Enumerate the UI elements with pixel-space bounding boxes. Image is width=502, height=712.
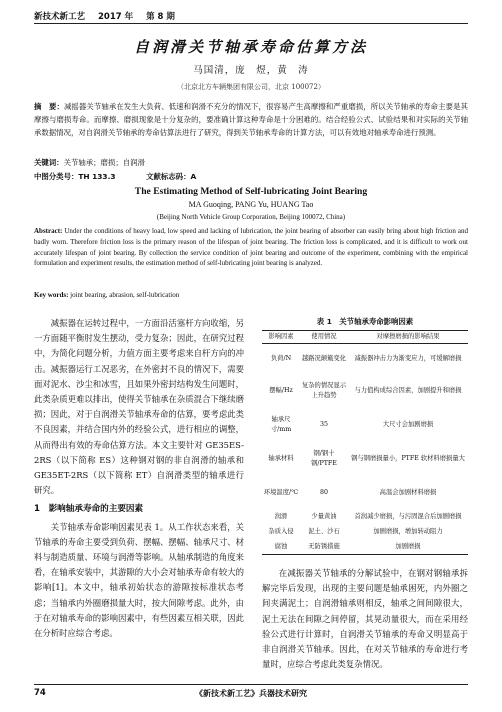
authors-en: MA Guoqing, PANG Yu, HUANG Tao xyxy=(188,200,314,209)
table-cell: 越路况颠簸变化 xyxy=(301,355,347,362)
article-title-cn: 自润滑关节轴承寿命估算方法 xyxy=(133,38,368,56)
table-cell: 少量黄油 xyxy=(311,513,337,521)
body-paragraph: 减振器在运转过程中，一方面沿活塞杆方向收缩，另一方面随平衡肘发生摆动，受力复杂；因此，在研究过程中，为简化问题分析，力值方面主要考虑来自杆方向的冲击。减振器运行工况恶劣，在外密封不良的情况下，需要面对泥水、沙尘和冰雪，且如果外密封结构发生问题时，此类杂质更难以排出，使得关节轴承在杂质混合下继续磨损；因此，对于自润滑关节轴承寿命的估算，要考虑此类不良因素，并结合国内外的经验公式，进行相应的调整，从而得出有效的寿命估算方法。本文主要针对 GE35ES-2RS（以下简称 ES）这种钢对钢的非自润滑的轴承和 GE35ET-2RS（以下简称 ET）自润滑类型的轴承进行研究。 xyxy=(34,318,244,496)
abstract-cn-text: 减摇器关节轴承在发生大负荷、低速和润滑不充分的情况下，很容易产生高摩擦和严重磨损，所以关节轴承的寿命主要是其摩擦与磨损寿命。而摩擦、磨损现象是十分复杂的，要准确计算这种寿命是十分困难的。结合经验公式、试验结果和对实际的关节轴承数据情况，对自润滑关节轴承的寿命估算法进行了研究，得到关节轴承寿命的计算方法，可以有效地对轴承寿命进行预测。 xyxy=(34,102,468,137)
table-cell: 杂质入侵 xyxy=(268,528,294,536)
table-cell: 泥土、沙石 xyxy=(308,528,340,536)
table-cell: 大尺寸会加剧磨损 xyxy=(382,420,434,428)
abstract-en-label: Abstract: xyxy=(34,227,63,235)
abstract-en-text: Under the conditions of heavy load, low speed and lacking of lubrication, the joint bearing of absorber can easily bring about high friction and badly worn. Therefore friction loss is the primary reason of the lifespan of joint bearing. The friction loss is complicated, and it is difficult to work out accurately lifespan of joint bearing. By collection the service condition of joint bearing and outcome of the experiment, combining with the empirical formulation and experiment results, the estimation method of self-lubricating joint bearing is analyzed. xyxy=(34,227,468,268)
document-code: 文献标志码：A xyxy=(146,172,197,181)
table-header-cell: 使用情况 xyxy=(311,333,337,341)
journal-header xyxy=(34,10,468,24)
table-cell: 35 xyxy=(319,420,328,428)
keywords-en-label: Key words: xyxy=(34,291,69,299)
clc-number: 中图分类号：TH 133.3 xyxy=(34,172,116,181)
abstract-cn-label: 摘 要： xyxy=(34,102,64,111)
table-cell: 无防锈措施 xyxy=(308,543,340,550)
footer-divider xyxy=(34,684,468,685)
keywords-en xyxy=(34,291,468,299)
abstract-en xyxy=(34,226,468,269)
table-cell: 复杂的情况显示上升趋势 xyxy=(301,382,347,399)
table-cell: 80 xyxy=(319,488,328,496)
table-header-cell: 对摩擦磨损的影响结果 xyxy=(376,333,440,341)
affiliation-cn: （北京北方车辆集团有限公司，北京 100072） xyxy=(177,83,325,91)
affiliation-en: (Beijing North Vehicle Group Corporation, Beijing 100072, China) xyxy=(156,213,346,221)
factors-table xyxy=(262,330,468,555)
table-row xyxy=(262,408,468,442)
table-row xyxy=(262,510,468,525)
keywords-cn-text: 关节轴承；磨损；自润滑 xyxy=(63,158,145,167)
classification-line xyxy=(34,171,468,182)
article-title-en: The Estimating Method of Self-lubricating Joint Bearing xyxy=(134,186,368,197)
table-cell: 润滑 xyxy=(274,513,288,521)
footer-title: 《新技术新工艺》兵器技术研究 xyxy=(195,689,307,698)
table-cell: 腐蚀 xyxy=(274,543,288,550)
keywords-cn-label: 关键词： xyxy=(34,158,64,167)
table-header-cell: 影响因素 xyxy=(268,333,294,341)
table-cell: 轴承尺寸/mm xyxy=(270,416,292,433)
table-cell: 高温会加剧材料磨损 xyxy=(379,488,437,496)
journal-issue: 第 8 期 xyxy=(146,12,175,22)
table-cell: 钢/钢十钢/PTFE xyxy=(311,450,337,467)
body-paragraph: 关节轴承寿命影响因素见表 1。从工作状态来看，关节轴承的寿命主要受到负荷、摆幅、摆幅、轴承尺寸、材料与制造质量、环境与润滑等影响。从轴承制造的角度来看，在轴承安装中，其游隙的大小会对轴承寿命有较大的影响[1]。本文中，轴承初始状态的游隙按标准状态考虑；当轴承内外圈磨损量大时，按大间隙考虑。此外，由于在对轴承寿命的影响因素中，有些因素互相关联，因此在分析时应综合考虑。 xyxy=(34,521,244,639)
table-caption: 表 1 关节轴承寿命影响因素 xyxy=(316,317,414,326)
table-row xyxy=(262,540,468,555)
table-cell: 首润减少磨损，与污固混合后加剧磨损 xyxy=(354,513,462,521)
table-cell: 环境温度/℃ xyxy=(263,488,299,496)
table-header-row xyxy=(262,331,468,344)
section-heading: 1 影响轴承寿命的主要因素 xyxy=(34,504,144,515)
table-row xyxy=(262,374,468,408)
page-number: 74 xyxy=(34,688,46,698)
journal-name: 新技术新工艺 xyxy=(34,12,86,22)
authors-cn: 马国清，庞 煜，黄 涛 xyxy=(193,65,309,76)
body-left-column xyxy=(34,316,244,641)
table-cell: 摆幅/Hz xyxy=(269,386,293,394)
keywords-cn xyxy=(34,157,468,168)
keywords-en-text: joint bearing, abrasion, self-lubrication xyxy=(70,291,180,299)
table-cell: 负荷/N xyxy=(270,355,292,362)
table-cell: 加剧磨损，增加转动阻力 xyxy=(373,528,443,536)
table-cell: 与力值构成综合因素，加剧提升和磨损 xyxy=(354,386,462,394)
table-cell: 减振器冲击力为渐变应力，可缓解磨损 xyxy=(354,355,462,362)
body-paragraph: 在减振器关节轴承的分解试验中，在钢对钢轴承拆解完毕后发现，出现的主要问题是轴承困死，内外圈之间夹满泥土；自润滑轴承则相反，轴承之间间隙很大，泥土无法在间隙之间停留，其晃动量很大，而在采用经验公式进行计算时，自润滑关节轴承的寿命又明显高于非自润滑关节轴承。因此，在对关节轴承的寿命进行考量时，应综合考虑此类复杂情况。 xyxy=(262,568,468,670)
table-row xyxy=(262,344,468,374)
table-row xyxy=(262,525,468,540)
body-right-column xyxy=(262,566,468,672)
table-cell: 轴承材料 xyxy=(268,454,294,462)
table-cell: 钢与钢磨损量小，PTFE 软材料磨损量大 xyxy=(351,454,465,462)
abstract-cn xyxy=(34,100,468,139)
table-row xyxy=(262,476,468,510)
table-row xyxy=(262,442,468,476)
journal-year: 2017 年 xyxy=(97,12,134,22)
table-cell: 加剧磨损 xyxy=(395,543,421,550)
